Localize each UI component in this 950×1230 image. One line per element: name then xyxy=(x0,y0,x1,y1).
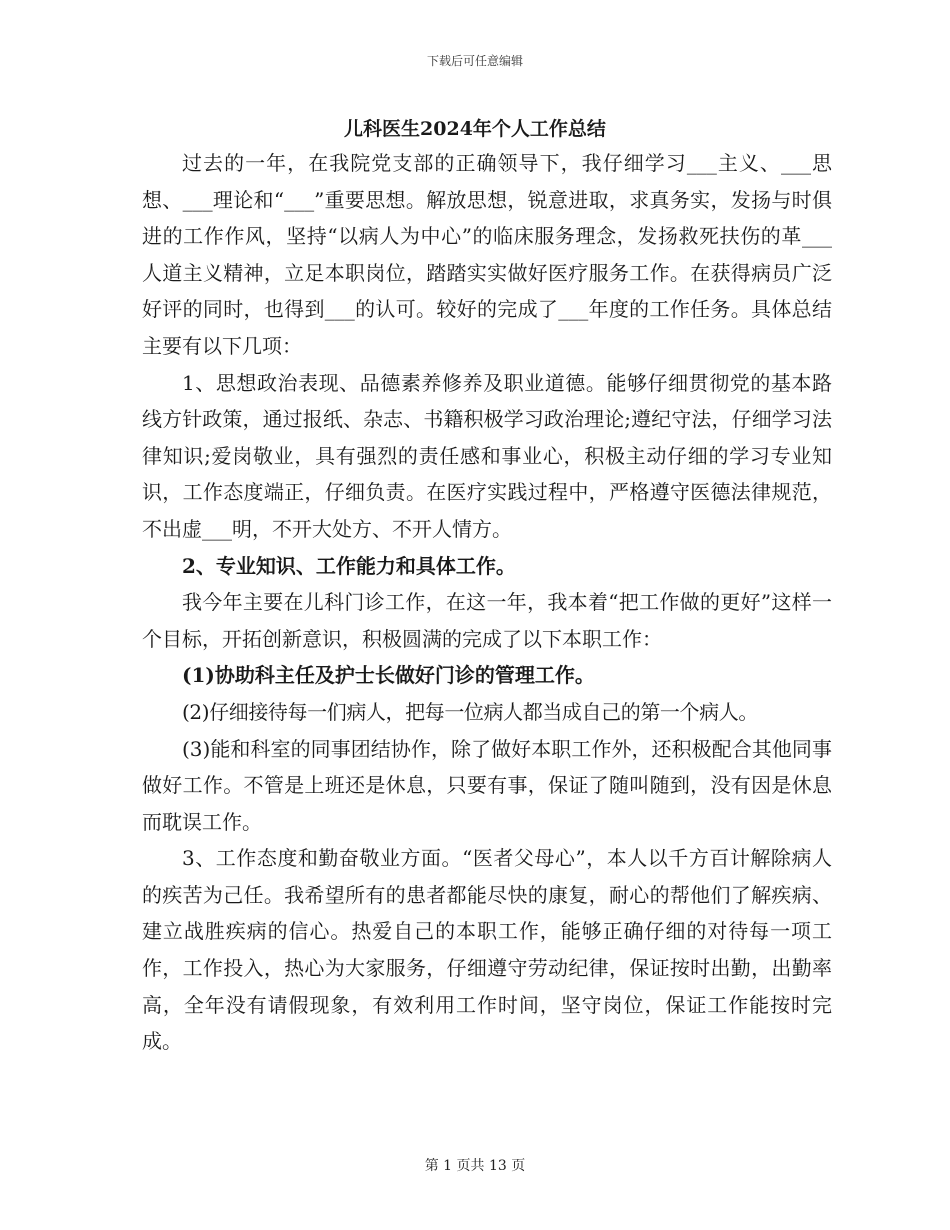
page-number: 第 1 页共 13 页 xyxy=(424,1158,526,1174)
document-body xyxy=(142,145,832,1060)
list-item-1: (1)协助科主任及护士长做好门诊的管理工作。 xyxy=(182,663,595,688)
section-heading-2: 2、专业知识、工作能力和具体工作。 xyxy=(182,553,516,578)
document-title: 儿科医生2024年个人工作总结 xyxy=(344,118,606,140)
page-header-note: 下载后可任意编辑 xyxy=(426,54,523,68)
paragraph-intro: 过去的一年，在我院党支部的正确领导下，我仔细学习___主义、___思想、___理论和“___”重要思想。解放思想，锐意进取，求真务实，发扬与时俱进的工作作风，坚持“以病人为中心”的临床服务理念，发扬救死扶伤的革___人道主义精神，立足本职岗位，踏踏实实做好医疗服务工作。在获得病员广泛好评的同时，也得到___的认可。较好的完成了___年度的工作任务。具体总结主要有以下几项： xyxy=(142,151,832,358)
list-item-2: (2)仔细接待每一们病人，把每一位病人都当成自己的第一个病人。 xyxy=(182,699,758,724)
paragraph-section-2-intro: 我今年主要在儿科门诊工作，在这一年，我本着“把工作做的更好”这样一个目标，开拓创新意识，积极圆满的完成了以下本职工作： xyxy=(142,590,832,651)
list-item-3: (3)能和科室的同事团结协作，除了做好本职工作外，还积极配合其他同事做好工作。不管是上班还是休息，只要有事，保证了随叫随到，没有因是休息而耽误工作。 xyxy=(142,736,832,834)
paragraph-section-1: 1、思想政治表现、品德素养修养及职业道德。能够仔细贯彻党的基本路线方针政策，通过报纸、杂志、书籍积极学习政治理论;遵纪守法，仔细学习法律知识;爱岗敬业，具有强烈的责任感和事业心，积极主动仔细的学习专业知识，工作态度端正，仔细负责。在医疗实践过程中，严格遵守医德法律规范，不出虚___明，不开大处方、不开人情方。 xyxy=(142,370,832,541)
paragraph-section-3: 3、工作态度和勤奋敬业方面。“医者父母心”，本人以千方百计解除病人的疾苦为己任。我希望所有的患者都能尽快的康复，耐心的帮他们了解疾病、建立战胜疾病的信心。热爱自己的本职工作，能够正确仔细的对待每一项工作，工作投入，热心为大家服务，仔细遵守劳动纪律，保证按时出勤，出勤率高，全年没有请假现象，有效利用工作时间，坚守岗位，保证工作能按时完成。 xyxy=(142,846,832,1054)
